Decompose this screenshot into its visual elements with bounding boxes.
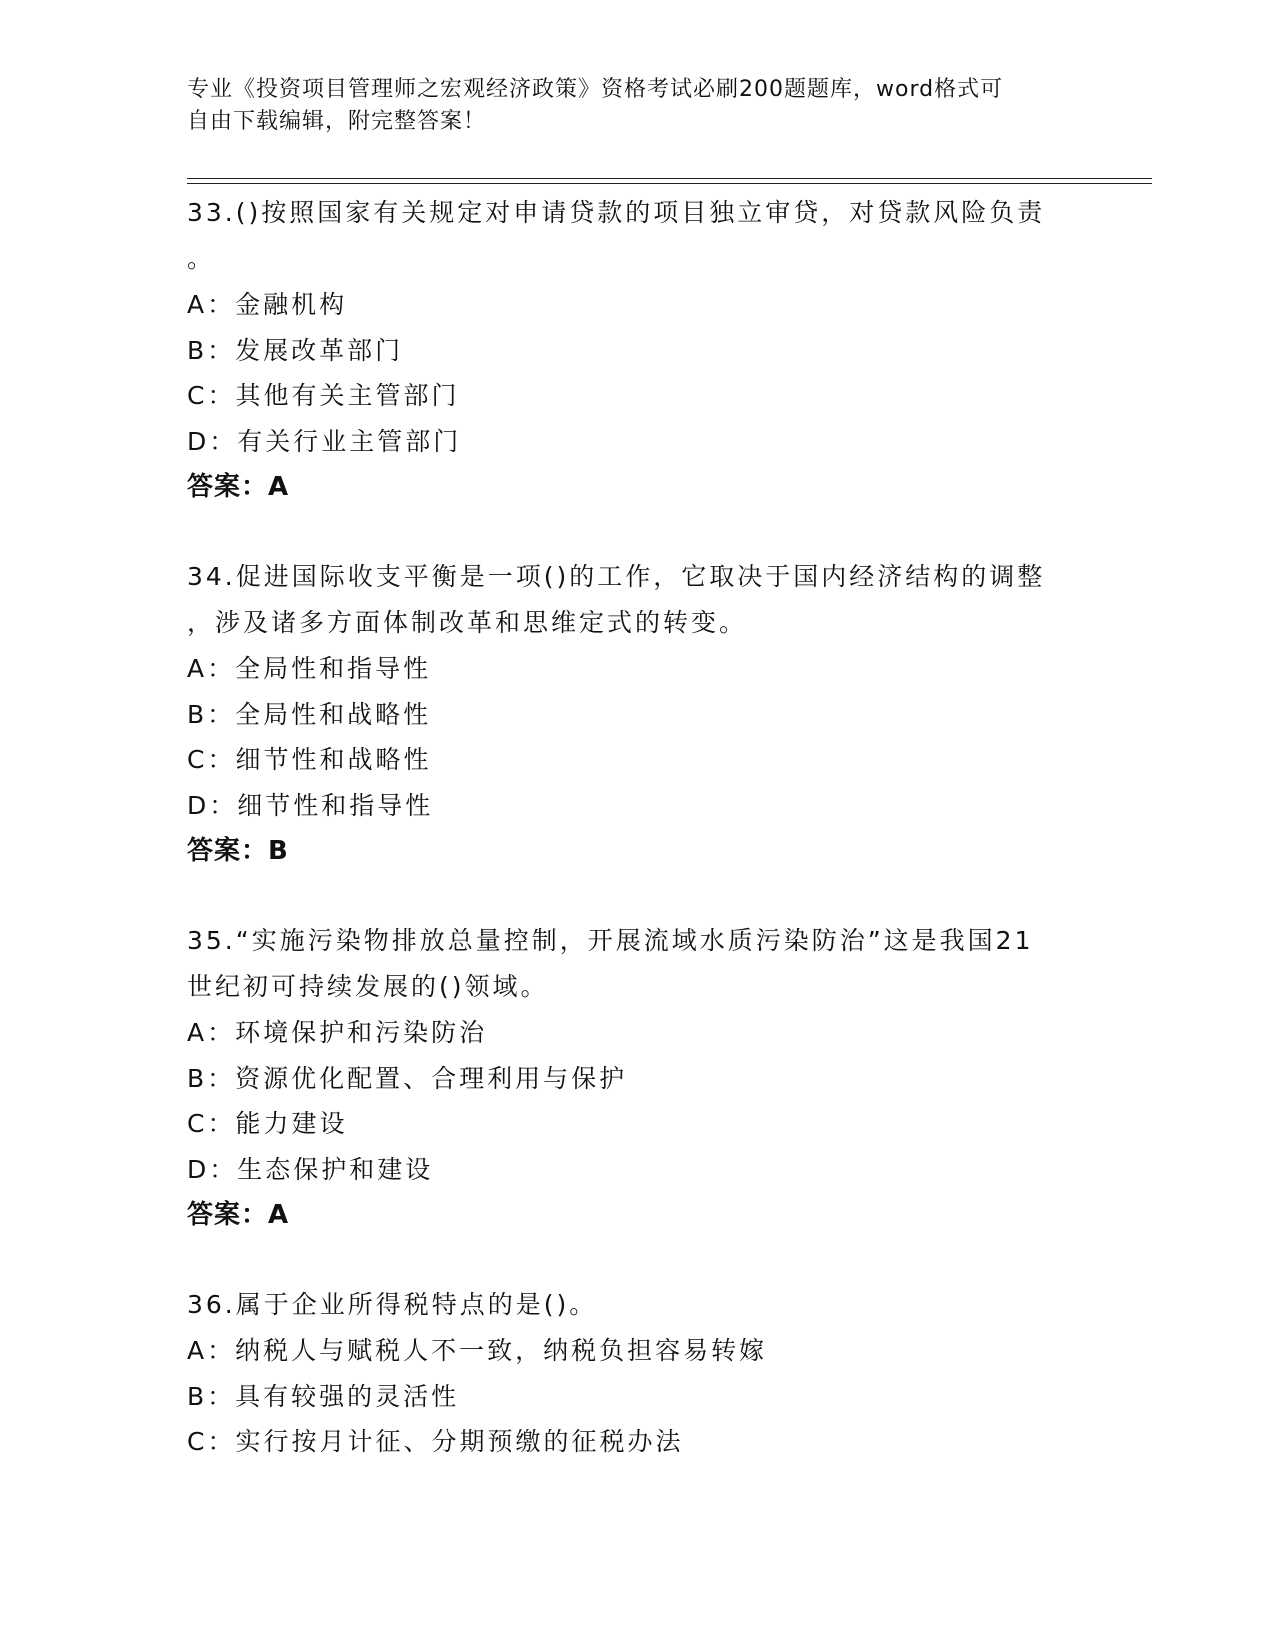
question-36 xyxy=(187,1282,1087,1465)
option-c: C：实行按月计征、分期预缴的征税办法 xyxy=(187,1427,684,1456)
option-c: C：其他有关主管部门 xyxy=(187,381,460,410)
option-a: A：环境保护和污染防治 xyxy=(187,1018,488,1047)
option-c: C：能力建设 xyxy=(187,1109,348,1138)
option-a: A：金融机构 xyxy=(187,290,348,319)
question-33 xyxy=(187,190,1087,510)
header-line-1: 专业《投资项目管理师之宏观经济政策》资格考试必刷200题题库，word格式可 xyxy=(187,77,1004,102)
answer-label: 答案：B xyxy=(187,836,289,866)
question-stem: 33.()按照国家有关规定对申请贷款的项目独立审贷，对贷款风险负责 xyxy=(187,198,1046,227)
option-a: A：纳税人与赋税人不一致，纳税负担容易转嫁 xyxy=(187,1336,768,1365)
option-d: D：细节性和指导性 xyxy=(187,790,434,820)
option-d: D：生态保护和建设 xyxy=(187,1154,434,1184)
option-d: D：有关行业主管部门 xyxy=(187,426,462,456)
question-list xyxy=(187,190,1087,1509)
option-b: B：资源优化配置、合理利用与保护 xyxy=(187,1063,628,1093)
question-stem-continued: 世纪初可持续发展的()领域。 xyxy=(187,972,549,1001)
question-stem: 34.促进国际收支平衡是一项()的工作，它取决于国内经济结构的调整 xyxy=(187,562,1046,591)
header-rule-bottom xyxy=(187,183,1152,184)
question-stem-continued: ，涉及诸多方面体制改革和思维定式的转变。 xyxy=(187,608,748,637)
option-c: C：细节性和战略性 xyxy=(187,745,432,774)
answer-label: 答案：A xyxy=(187,1200,290,1230)
document-header xyxy=(187,74,1087,138)
header-line-2: 自由下载编辑，附完整答案！ xyxy=(187,109,487,134)
header-rule-top xyxy=(187,178,1152,179)
option-b: B：具有较强的灵活性 xyxy=(187,1381,460,1411)
option-b: B：发展改革部门 xyxy=(187,335,404,365)
option-b: B：全局性和战略性 xyxy=(187,699,432,729)
question-34 xyxy=(187,554,1087,874)
answer-label: 答案：A xyxy=(187,472,290,502)
option-a: A：全局性和指导性 xyxy=(187,654,432,683)
question-stem-continued: 。 xyxy=(187,244,216,273)
question-35 xyxy=(187,918,1087,1238)
question-stem: 36.属于企业所得税特点的是()。 xyxy=(187,1290,598,1319)
question-stem: 35.“实施污染物排放总量控制，开展流域水质污染防治”这是我国21 xyxy=(187,926,1034,955)
